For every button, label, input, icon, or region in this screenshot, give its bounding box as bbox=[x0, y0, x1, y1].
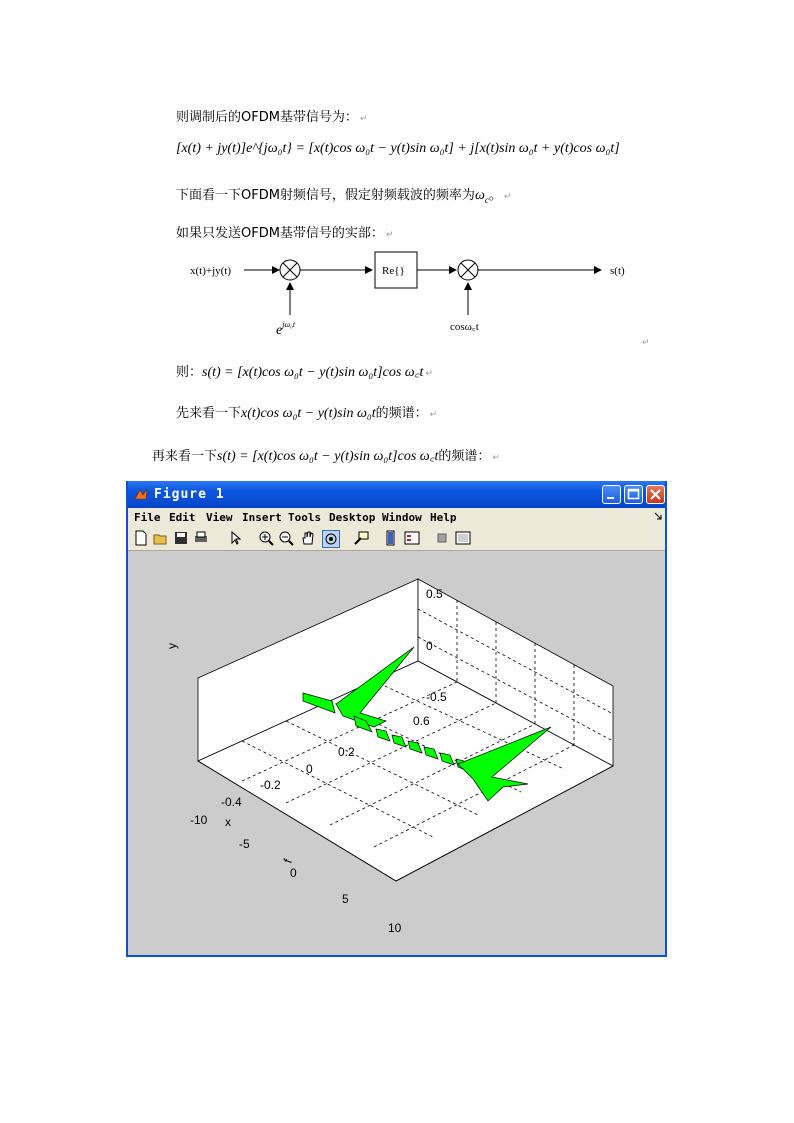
zoom-out-icon[interactable] bbox=[278, 530, 294, 546]
line6-prefix: 再来看一下 bbox=[152, 449, 218, 464]
y-tick-3: -0.2 bbox=[260, 778, 281, 792]
pan-hand-icon[interactable] bbox=[300, 530, 316, 546]
line5-suffix: 的频谱： bbox=[375, 406, 428, 421]
zoom-in-icon[interactable] bbox=[258, 530, 274, 546]
x-tick-0: -10 bbox=[190, 813, 208, 827]
window-titlebar[interactable] bbox=[128, 481, 665, 508]
line5-prefix: 先来看一下 bbox=[176, 406, 242, 421]
line6-suffix: 的频谱： bbox=[438, 449, 491, 464]
omega-symbol: ω bbox=[474, 188, 485, 203]
line3-text: 如果只发送OFDM基带信号的实部： bbox=[176, 226, 384, 241]
menu-edit[interactable]: Edit bbox=[169, 511, 196, 524]
z-tick-1: 0 bbox=[426, 639, 433, 653]
new-figure-icon[interactable] bbox=[133, 530, 149, 546]
x-axis-label: x bbox=[225, 815, 231, 829]
close-button[interactable] bbox=[646, 485, 665, 504]
dock-arrow-icon[interactable] bbox=[654, 510, 662, 523]
z-tick-2: -0.5 bbox=[426, 690, 447, 704]
output-label: s(t) bbox=[610, 265, 625, 277]
save-icon[interactable] bbox=[173, 530, 189, 546]
figure-window bbox=[126, 481, 667, 957]
equation-3: x(t)cos ω₀t − y(t)sin ω₀t bbox=[241, 406, 376, 421]
re-label: Re{} bbox=[382, 265, 405, 277]
equation-1: [x(t) + jy(t)]e^{jω₀t} = [x(t)cos ω₀t − y(t)sin ω₀t] + j[x(t)sin ω₀t + y(t)cos ω₀t] bbox=[176, 141, 620, 156]
exp-label: $e^{j\omega_0t}$ bbox=[276, 320, 296, 338]
matlab-logo-icon bbox=[134, 487, 148, 501]
menu-help[interactable]: Help bbox=[430, 511, 457, 524]
return-mark: ↵ bbox=[425, 369, 433, 379]
print-icon[interactable] bbox=[193, 530, 209, 546]
text-line-1 bbox=[176, 106, 367, 125]
y-tick-1: 0.2 bbox=[338, 745, 355, 759]
menu-bar bbox=[128, 508, 665, 526]
menu-insert[interactable]: Insert bbox=[242, 511, 282, 524]
show-plot-tools-icon[interactable] bbox=[455, 530, 471, 546]
menu-desktop[interactable]: Desktop bbox=[329, 511, 376, 524]
line2-end: 。 bbox=[488, 188, 502, 203]
colorbar-icon[interactable] bbox=[383, 530, 399, 546]
plot-area[interactable] bbox=[128, 551, 665, 955]
z-axis-label: f bbox=[280, 857, 295, 866]
text-line-2 bbox=[176, 184, 511, 205]
multiplier-2 bbox=[458, 260, 478, 280]
z-tick-0: 0.5 bbox=[426, 587, 443, 601]
line1-text: 则调制后的OFDM基带信号为： bbox=[176, 110, 358, 125]
menu-view[interactable]: View bbox=[206, 511, 233, 524]
legend-icon[interactable] bbox=[404, 530, 420, 546]
cos-label: cosω꜀t bbox=[450, 321, 479, 333]
return-mark: ↵ bbox=[429, 410, 438, 420]
x-tick-2: 0 bbox=[290, 866, 297, 880]
toolbar bbox=[128, 526, 665, 551]
line2-text: 下面看一下OFDM射频信号，假定射频载波的频率为 bbox=[176, 188, 475, 203]
data-cursor-icon[interactable] bbox=[353, 530, 369, 546]
equation-2: s(t) = [x(t)cos ω₀t − y(t)sin ω₀t]cos ω꜀t bbox=[202, 365, 424, 380]
y-axis-label: y bbox=[165, 643, 179, 649]
x-tick-3: 5 bbox=[342, 892, 349, 906]
edit-plot-arrow-icon[interactable] bbox=[228, 530, 244, 546]
return-mark: ↵ bbox=[359, 114, 368, 124]
text-line-3 bbox=[176, 222, 393, 241]
y-tick-2: 0 bbox=[306, 762, 313, 776]
surface-plot[interactable] bbox=[128, 551, 665, 955]
hide-plot-tools-icon[interactable] bbox=[434, 530, 450, 546]
maximize-button[interactable] bbox=[624, 485, 643, 504]
menu-tools[interactable]: Tools bbox=[288, 511, 322, 524]
multiplier-1 bbox=[280, 260, 300, 280]
menu-window[interactable]: Window bbox=[382, 511, 422, 524]
block-diagram bbox=[186, 250, 646, 350]
rotate-3d-icon[interactable] bbox=[322, 530, 340, 548]
menu-file[interactable]: File bbox=[134, 511, 161, 524]
y-tick-4: -0.4 bbox=[221, 795, 242, 809]
window-title: Figure 1 bbox=[154, 487, 225, 502]
x-tick-4: 10 bbox=[388, 921, 402, 935]
omega-subscript: c bbox=[484, 194, 489, 205]
return-mark: ↵ bbox=[492, 453, 500, 463]
line4-prefix: 则： bbox=[176, 365, 203, 380]
minimize-button[interactable] bbox=[602, 485, 621, 504]
x-tick-1: -5 bbox=[239, 837, 250, 851]
return-mark: ↵ bbox=[503, 192, 512, 202]
open-file-icon[interactable] bbox=[153, 530, 169, 546]
text-line-5 bbox=[176, 402, 437, 422]
text-line-6 bbox=[152, 445, 500, 465]
equation-4: s(t) = [x(t)cos ω₀t − y(t)sin ω₀t]cos ω꜀t bbox=[217, 449, 439, 464]
input-label: x(t)+jy(t) bbox=[190, 265, 232, 277]
return-mark: ↵ bbox=[642, 338, 650, 348]
text-line-4 bbox=[176, 361, 433, 381]
return-mark: ↵ bbox=[385, 230, 394, 240]
y-tick-0: 0.6 bbox=[413, 714, 430, 728]
